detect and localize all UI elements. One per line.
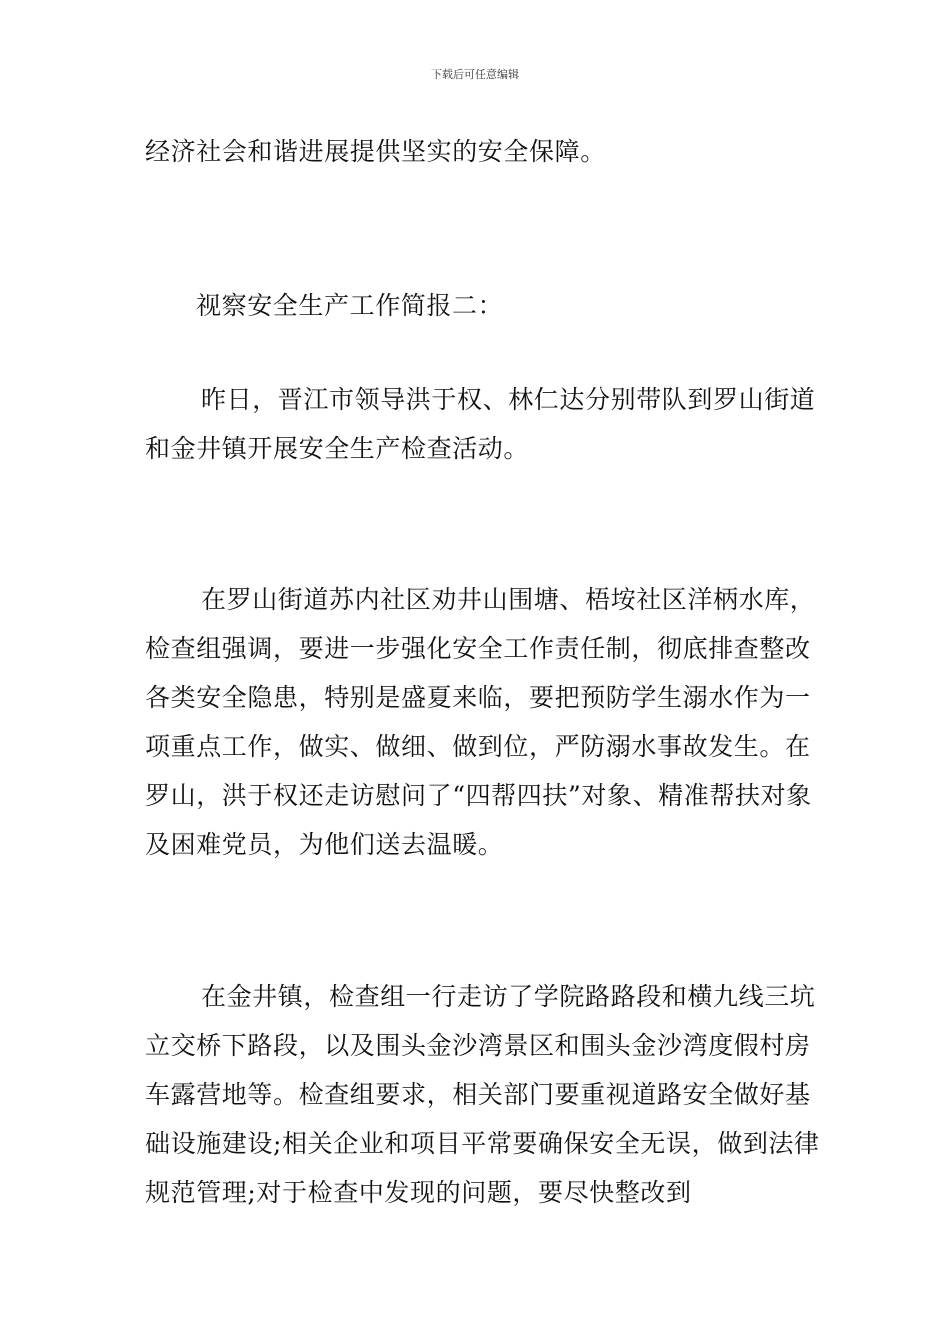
body-paragraph-1: 昨日，晋江市领导洪于权、林仁达分别带队到罗山街道和金井镇开展安全生产检查活动。 bbox=[145, 385, 816, 463]
intro-paragraph: 经济社会和谐进展提供坚实的安全保障。 bbox=[145, 137, 606, 166]
body-paragraph-2: 在罗山街道苏内社区劝井山围塘、梧垵社区洋柄水库，检查组强调，要进一步强化安全工作责任制，彻底排查整改各类安全隐患，特别是盛夏来临，要把预防学生溺水作为一项重点工作，做实、做细、做到位，严防溺水事故发生。在罗山，洪于权还走访慰问了“四帮四扶”对象、精准帮扶对象及困难党员，为他们送去温暖。 bbox=[145, 585, 816, 859]
body-paragraph-3: 在金井镇，检查组一行走访了学院路路段和横九线三坑立交桥下路段，以及围头金沙湾景区和围头金沙湾度假村房车露营地等。检查组要求，相关部门要重视道路安全做好基础设施建设;相关企业和项目平常要确保安全无误，做到法律规范管理;对于检查中发现的问题，要尽快整改到 bbox=[145, 982, 820, 1207]
header-note: 下载后可任意编辑 bbox=[431, 68, 519, 81]
section-heading: 视察安全生产工作简报二： bbox=[196, 291, 504, 320]
